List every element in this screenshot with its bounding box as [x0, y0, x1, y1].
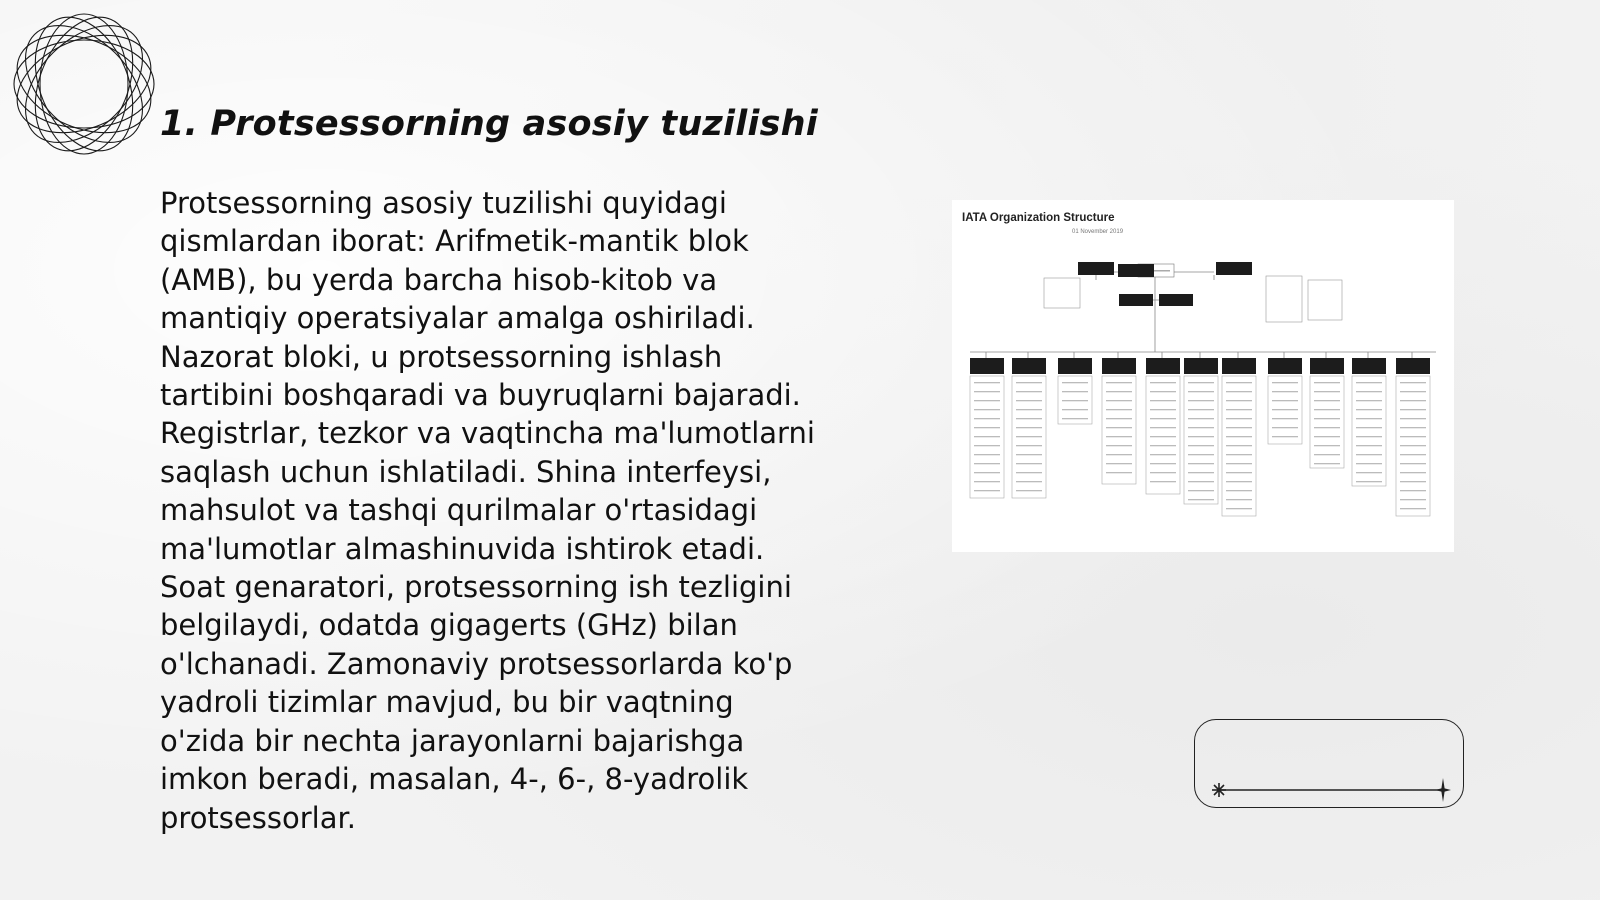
- org-column-head: [1146, 358, 1180, 374]
- org-column-line: [1226, 409, 1252, 410]
- org-column-line: [1356, 472, 1382, 473]
- org-column-line: [974, 463, 1000, 464]
- org-column-line: [1150, 436, 1176, 437]
- org-box-dark: [1216, 262, 1252, 275]
- org-column-line: [974, 472, 1000, 473]
- org-box-dark: [1078, 262, 1114, 275]
- org-column-line: [1356, 454, 1382, 455]
- org-column-line: [1314, 454, 1340, 455]
- org-column-line: [1400, 499, 1426, 500]
- org-column-line: [1016, 418, 1042, 419]
- org-column-line: [1188, 427, 1214, 428]
- org-column-line: [1356, 445, 1382, 446]
- org-column-line: [1188, 463, 1214, 464]
- org-column-head: [1184, 358, 1218, 374]
- org-column-line: [1150, 400, 1176, 401]
- org-column-line: [1226, 445, 1252, 446]
- org-column-line: [1226, 472, 1252, 473]
- org-column-line: [1188, 445, 1214, 446]
- org-column-line: [1272, 418, 1298, 419]
- org-column-line: [1314, 409, 1340, 410]
- org-column-line: [1400, 427, 1426, 428]
- org-column-line: [1188, 418, 1214, 419]
- four-point-star-icon: [1435, 778, 1451, 802]
- org-column-head: [970, 358, 1004, 374]
- org-column-line: [1150, 445, 1176, 446]
- org-column-line: [1188, 454, 1214, 455]
- org-column-line: [1016, 409, 1042, 410]
- org-column-line: [974, 481, 1000, 482]
- org-column-line: [1106, 445, 1132, 446]
- org-column-line: [1188, 499, 1214, 500]
- org-column-line: [974, 436, 1000, 437]
- org-column-line: [1106, 454, 1132, 455]
- org-column-line: [1016, 400, 1042, 401]
- org-column-line: [1356, 382, 1382, 383]
- org-chart-title: IATA Organization Structure: [962, 212, 1115, 224]
- org-column-line: [1062, 400, 1088, 401]
- org-box-dark: [1159, 294, 1193, 306]
- org-column-line: [1150, 382, 1176, 383]
- org-column-line: [1226, 499, 1252, 500]
- org-column-head: [1012, 358, 1046, 374]
- org-column-line: [1314, 400, 1340, 401]
- org-column-line: [974, 418, 1000, 419]
- org-column-line: [1188, 400, 1214, 401]
- org-box-dark: [1119, 294, 1153, 306]
- org-column-line: [1150, 418, 1176, 419]
- org-column-line: [1356, 409, 1382, 410]
- org-column-line: [1272, 436, 1298, 437]
- org-column-body: [1352, 376, 1386, 486]
- org-column-line: [1400, 463, 1426, 464]
- org-box-side: [1266, 276, 1302, 322]
- sparkle-icon: [1212, 783, 1226, 797]
- org-column-line: [974, 454, 1000, 455]
- spirograph-ornament-icon: [8, 8, 160, 160]
- org-column-line: [1400, 481, 1426, 482]
- org-column-line: [1226, 418, 1252, 419]
- org-column-line: [1150, 463, 1176, 464]
- decorative-slider-line: [1195, 720, 1465, 809]
- org-column-line: [1106, 463, 1132, 464]
- org-box-side: [1044, 278, 1080, 308]
- org-column-line: [1314, 382, 1340, 383]
- org-column-line: [1356, 481, 1382, 482]
- org-column-line: [1188, 382, 1214, 383]
- org-column-line: [974, 427, 1000, 428]
- org-column-line: [1226, 382, 1252, 383]
- org-column-line: [1150, 454, 1176, 455]
- org-column-head: [1222, 358, 1256, 374]
- org-column-line: [1016, 490, 1042, 491]
- org-column-line: [1150, 391, 1176, 392]
- org-column-line: [1356, 400, 1382, 401]
- org-column-line: [1272, 391, 1298, 392]
- org-column-line: [1400, 508, 1426, 509]
- org-column-line: [1150, 427, 1176, 428]
- org-column-line: [1314, 427, 1340, 428]
- org-column-line: [1106, 391, 1132, 392]
- org-column-line: [1188, 436, 1214, 437]
- org-column-line: [1150, 481, 1176, 482]
- org-column-line: [1226, 454, 1252, 455]
- org-column-line: [1226, 508, 1252, 509]
- org-column-line: [1062, 418, 1088, 419]
- org-column-line: [1356, 436, 1382, 437]
- org-column-line: [1150, 472, 1176, 473]
- org-column-line: [1400, 490, 1426, 491]
- org-column-line: [1016, 463, 1042, 464]
- org-column-line: [1106, 418, 1132, 419]
- org-column-line: [1356, 463, 1382, 464]
- ornament-ring: [8, 8, 160, 160]
- org-column-line: [1272, 382, 1298, 383]
- org-column-line: [1400, 382, 1426, 383]
- org-column-line: [1106, 382, 1132, 383]
- ornament-ring: [40, 14, 128, 154]
- org-column-line: [1016, 427, 1042, 428]
- org-column-head: [1352, 358, 1386, 374]
- ornament-ring: [14, 40, 154, 128]
- org-column-line: [1016, 436, 1042, 437]
- org-column-line: [1016, 382, 1042, 383]
- org-column-line: [1106, 400, 1132, 401]
- org-column-line: [1188, 472, 1214, 473]
- org-chart-subtitle: 01 November 2019: [1072, 229, 1124, 235]
- org-column-head: [1058, 358, 1092, 374]
- org-column-line: [1016, 472, 1042, 473]
- org-column-line: [1272, 400, 1298, 401]
- org-column-line: [1400, 445, 1426, 446]
- org-column-line: [974, 445, 1000, 446]
- org-column-line: [1400, 400, 1426, 401]
- slide-title: 1. Protsessorning asosiy tuzilishi: [160, 104, 818, 144]
- org-column-line: [974, 382, 1000, 383]
- org-column-line: [1226, 463, 1252, 464]
- org-column-line: [1400, 436, 1426, 437]
- decorative-slider-frame: [1194, 719, 1464, 808]
- org-column-line: [1272, 409, 1298, 410]
- org-column-line: [974, 490, 1000, 491]
- org-chart-diagram: [952, 200, 1454, 552]
- org-box-side: [1308, 280, 1342, 320]
- org-column-line: [1400, 454, 1426, 455]
- org-column-line: [1016, 391, 1042, 392]
- org-column-line: [1106, 409, 1132, 410]
- org-column-line: [1226, 400, 1252, 401]
- org-column-line: [1400, 472, 1426, 473]
- org-column-head: [1396, 358, 1430, 374]
- org-chart-image: [952, 200, 1454, 552]
- org-column-line: [1356, 427, 1382, 428]
- org-column-line: [1062, 382, 1088, 383]
- org-column-line: [1016, 445, 1042, 446]
- org-column-line: [1314, 445, 1340, 446]
- org-column-line: [1188, 490, 1214, 491]
- org-column-line: [1400, 418, 1426, 419]
- org-column-line: [1226, 436, 1252, 437]
- org-column-line: [1188, 391, 1214, 392]
- slide-body-text: Protsessorning asosiy tuzilishi quyidagi qismlardan iborat: Arifmetik-mantik blok (AMB), bu yerda barcha hisob-kitob va mantiqiy operatsiyalar amalga oshiriladi. Nazorat bloki, u protsessorning ishlash tartibini boshqaradi va buyruqlarni bajaradi. Registrlar, tezkor va vaqtincha ma'lumotlarni saqlash uchun ishlatiladi. Shina interfeysi, mahsulot va tashqi qurilmalar o'rtasidagi ma'lumotlar almashinuvida ishtirok etadi. Soat genaratori, protsessorning ish tezligini belgilaydi, odatda gigagerts (GHz) bilan o'lchanadi. Zamonaviy protsessorlarda ko'p yadroli tizimlar mavjud, bu bir vaqtning o'zida bir nechta jarayonlarni bajarishga imkon beradi, masalan, 4-, 6-, 8-yadrolik protsessorlar.: [160, 186, 815, 835]
- org-column-line: [974, 391, 1000, 392]
- org-column-head: [1268, 358, 1302, 374]
- org-column-line: [1016, 454, 1042, 455]
- org-column-line: [1106, 427, 1132, 428]
- org-column-line: [974, 400, 1000, 401]
- org-column-line: [1226, 427, 1252, 428]
- org-column-line: [1356, 391, 1382, 392]
- org-column-line: [1226, 481, 1252, 482]
- org-column-body: [1184, 376, 1218, 504]
- org-column-line: [1226, 490, 1252, 491]
- org-column-line: [974, 409, 1000, 410]
- org-column-line: [1314, 436, 1340, 437]
- org-column-line: [1272, 427, 1298, 428]
- org-column-head: [1102, 358, 1136, 374]
- org-column-line: [1188, 481, 1214, 482]
- org-column-body: [1146, 376, 1180, 494]
- org-column-line: [1106, 436, 1132, 437]
- org-column-line: [1226, 391, 1252, 392]
- org-column-line: [1356, 418, 1382, 419]
- org-column-line: [1150, 409, 1176, 410]
- org-column-line: [1314, 418, 1340, 419]
- org-column-line: [1314, 391, 1340, 392]
- org-column-line: [1062, 391, 1088, 392]
- org-box-dark: [1118, 264, 1154, 277]
- org-column-line: [1314, 463, 1340, 464]
- org-column-line: [1016, 481, 1042, 482]
- org-column-line: [1400, 409, 1426, 410]
- org-column-head: [1310, 358, 1344, 374]
- org-column-line: [1188, 409, 1214, 410]
- org-column-line: [1400, 391, 1426, 392]
- org-column-line: [1062, 409, 1088, 410]
- org-column-line: [1106, 472, 1132, 473]
